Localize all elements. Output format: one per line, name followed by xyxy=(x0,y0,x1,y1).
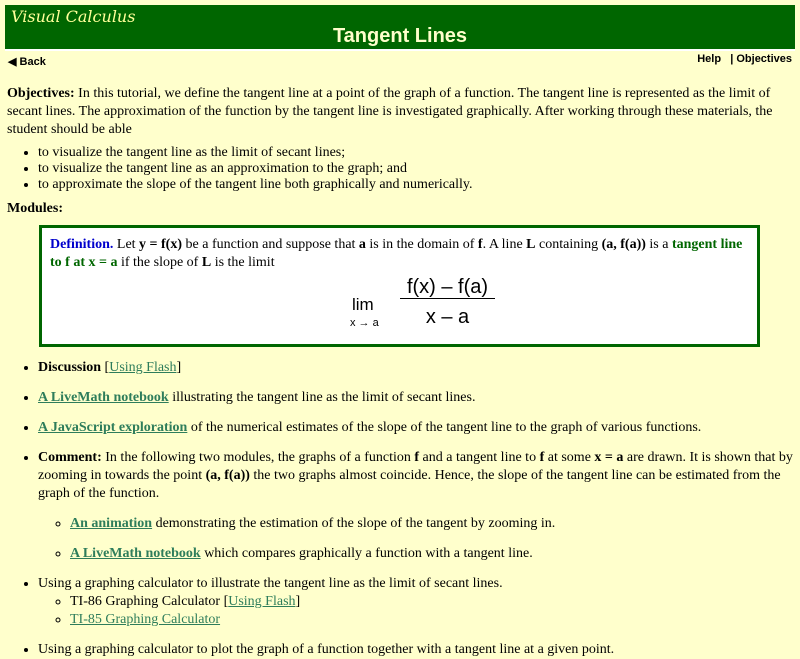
list-item xyxy=(70,611,800,629)
ti85-link[interactable]: TI-85 Graphing Calculator xyxy=(70,612,221,627)
definition-box xyxy=(39,225,760,347)
list-item: • to approximate the slope of the tangent line both graphically and numerically. xyxy=(38,177,800,193)
definition-text: Definition. Let y = f(x) be a function and suppose that a is in the domain of f. A line L containing (a, f(a)) is a tangent line to f at x = a if the slope of L is the limit xyxy=(50,237,743,270)
list-item: • A LiveMath notebook illustrating the tangent line as the limit of secant lines. xyxy=(38,389,800,407)
list-item: • A JavaScript exploration of the numerical estimates of the slope of the tangent line to the graph of various functions. xyxy=(38,419,800,437)
back-link[interactable]: ◀ Back xyxy=(8,56,46,68)
discussion-flash-link[interactable]: Using Flash xyxy=(109,360,177,375)
livemath-compare-link[interactable]: A LiveMath notebook xyxy=(70,546,201,561)
list-item: • Using a graphing calculator to plot the graph of a function together with a tangent line at a given point. xyxy=(38,641,800,659)
list-item: • Discussion [Using Flash] xyxy=(38,359,800,377)
limit-formula xyxy=(50,272,749,332)
list-item: ◦ A LiveMath notebook which compares graphically a function with a tangent line. xyxy=(70,545,800,563)
list-item: • Comment: In the following two modules, the graphs of a function f and a tangent line to f at some x = a are drawn. It is shown that by zooming in towards the point (a, f(a)) the two graphs almost coincide. Hence, the slope of the tangent line can be estimated from the graph of the function. ◦ An animation demonstrating the estimation of the slope of the tangent by zooming in. ◦ A LiveMath notebook which compares graphically a function with a tangent line. xyxy=(38,449,800,563)
modules-list xyxy=(0,359,800,659)
top-links xyxy=(697,53,792,65)
ti86-flash-link[interactable]: Using Flash xyxy=(228,594,296,609)
lim-subscript: x → a xyxy=(350,317,379,329)
objectives-text: In this tutorial, we define the tangent line at a point of the graph of a function. The tangent line is represented as the limit of secant lines. The approximation of the function by the tangent line is investigated graphically. After working through these materials, the student should be able xyxy=(7,86,773,137)
list-item: ◦ TI-86 Graphing Calculator [Using Flash] xyxy=(70,593,800,611)
list-item: • to visualize the tangent line as the limit of secant lines; xyxy=(38,145,800,161)
list-item: • Using a graphing calculator to illustrate the tangent line as the limit of secant lines. ◦ TI-86 Graphing Calculator [Using Flash] ◦ TI-85 Graphing Calculator xyxy=(38,575,800,629)
objectives-label: Objectives: xyxy=(7,86,75,101)
animation-link[interactable]: An animation xyxy=(70,516,153,531)
objectives-paragraph xyxy=(7,85,792,139)
header-banner xyxy=(5,5,795,51)
modules-heading: Modules: xyxy=(7,201,63,216)
page-title: Tangent Lines xyxy=(332,25,468,47)
help-link[interactable]: Help xyxy=(697,53,722,65)
objectives-link[interactable]: Objectives xyxy=(736,53,792,65)
site-logo: Visual Calculus xyxy=(11,7,136,26)
livemath-secant-link[interactable]: A LiveMath notebook xyxy=(38,390,169,405)
nav-bar xyxy=(5,51,795,71)
objectives-list xyxy=(0,145,800,193)
lim-symbol: lim xyxy=(352,295,374,314)
numerator: f(x) – f(a) xyxy=(400,278,495,299)
list-item: • to visualize the tangent line as an approximation to the graph; and xyxy=(38,161,800,177)
denominator: x – a xyxy=(425,306,470,328)
list-item: ◦ An animation demonstrating the estimation of the slope of the tangent by zooming in. xyxy=(70,515,800,533)
separator: | xyxy=(730,53,734,65)
javascript-exploration-link[interactable]: A JavaScript exploration xyxy=(38,420,188,435)
